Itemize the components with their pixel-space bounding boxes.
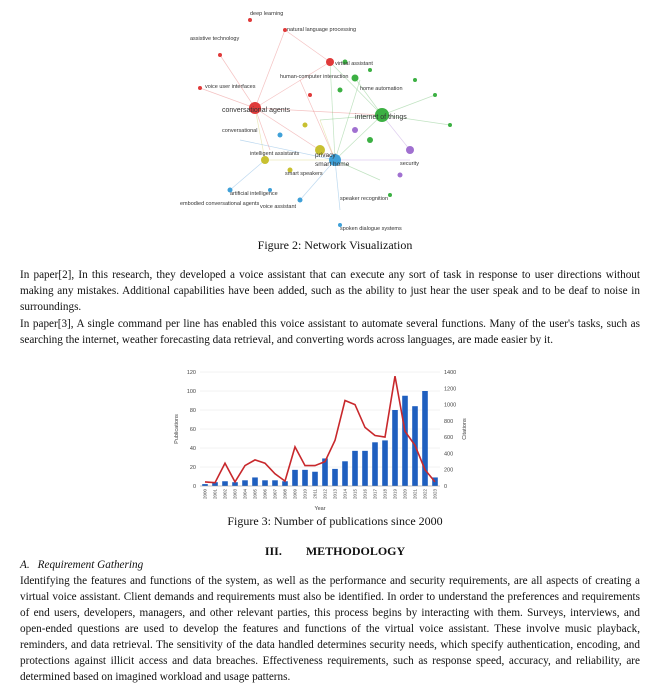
x-tick-label: 2022 [422, 489, 428, 500]
node-label: smart home [315, 161, 350, 168]
network-visualization [160, 0, 500, 232]
node-label: voice user interfaces [205, 84, 256, 90]
citations-line [205, 376, 435, 483]
bar [242, 480, 248, 486]
x-tick-label: 2004 [242, 489, 248, 500]
node-label: conversational [222, 128, 258, 134]
node-label: spoken dialogue systems [340, 226, 402, 232]
node-label: intelligent assistants [250, 151, 300, 157]
bar [272, 480, 278, 486]
x-tick-label: 2015 [352, 489, 358, 500]
y-tick-label: 60 [189, 427, 196, 433]
x-tick-label: 2009 [292, 489, 298, 500]
node-label: home automation [360, 86, 403, 92]
x-tick-label: 2017 [372, 489, 378, 500]
x-tick-label: 2011 [312, 489, 318, 499]
x-tick-label: 2019 [392, 489, 398, 500]
node-label: natural language processing [287, 27, 357, 33]
x-axis-title: Year [314, 506, 326, 512]
x-tick-label: 2005 [252, 489, 258, 500]
node-label: security [400, 161, 419, 167]
node-label: artificial intelligence [230, 191, 278, 197]
subsection-number: A. [20, 559, 30, 571]
bar [312, 472, 318, 486]
subsection-heading [20, 559, 143, 571]
x-tick-label: 2012 [322, 489, 328, 500]
x-tick-label: 2007 [272, 489, 278, 500]
y2-tick-label: 800 [444, 418, 454, 425]
node-label: deep learning [250, 11, 284, 17]
y2-tick-label: 200 [444, 467, 454, 474]
section-heading [0, 544, 670, 559]
y2-axis-title: Citations [462, 418, 468, 440]
x-tick-label: 2021 [412, 489, 418, 500]
node-label: smart speakers [285, 171, 323, 177]
y2-tick-label: 1200 [444, 386, 457, 393]
publications-chart [168, 364, 488, 512]
y2-tick-label: 1000 [444, 402, 457, 409]
x-tick-label: 2014 [342, 489, 348, 500]
bar [382, 440, 388, 486]
x-tick-label: 2020 [402, 489, 408, 500]
node-label: internet of things [355, 114, 407, 121]
node-label: human-computer interaction [280, 74, 349, 80]
y-tick-label: 100 [186, 389, 196, 395]
y2-tick-label: 1400 [444, 370, 457, 376]
y-tick-label: 40 [189, 446, 196, 452]
node-label: privacy [315, 152, 336, 159]
bar [202, 484, 208, 486]
node-label: conversational agents [222, 107, 291, 114]
paragraph-paper2: In paper[2], In this research, they developed a voice assistant that can execute any sort of task in response to user directions without making any mistakes. Additional capabilities have been added, such as the ability to just hear the user speak and to be deaf to noise in surroundings. [20, 269, 640, 313]
bar [362, 451, 368, 486]
y2-tick-label: 0 [444, 484, 448, 490]
y2-tick-label: 400 [444, 451, 454, 458]
paragraph-requirement-gathering: Identifying the features and functions of the system, as well as the performance and security requirements, are all aspects of creating a virtual voice assistant. Client demands and requirements must also be identified. In order to understand the preferences and requirements of end users, developers, managers, and other relevant parties, this process begins by interacting with them. Surveys, interviews, and open-ended questions are used to develop the features and functions of the virtual voice assistant. These involve music playback, reminders, and data retrieval. The sensitivity of the data handled determines security needs, which specify authentication, encoding, and protections against illicit access and data breaches. Effectiveness requirements, such as response speed, accuracy, and reliability, are determined based on imagined workload and usage patterns. [20, 575, 640, 683]
y-tick-label: 120 [186, 370, 196, 376]
y-axis-title: Publications [174, 414, 180, 444]
x-tick-label: 2000 [202, 489, 208, 500]
node-label: assistive technology [190, 36, 240, 42]
node-label: embodied conversational agents [180, 201, 260, 207]
y-tick-label: 0 [192, 484, 196, 490]
x-tick-label: 2016 [362, 489, 368, 500]
bar [292, 470, 298, 486]
section-number: III. [264, 544, 282, 558]
bar [392, 410, 398, 486]
node-label: voice assistant [260, 204, 297, 210]
y-tick-label: 20 [189, 465, 196, 471]
bar [332, 469, 338, 486]
x-tick-label: 2001 [212, 489, 218, 500]
bar [302, 470, 308, 486]
x-tick-label: 2006 [262, 489, 268, 500]
bar [372, 442, 378, 486]
bar [342, 461, 348, 486]
y2-tick-label: 600 [444, 435, 454, 442]
section-title: METHODOLOGY [305, 544, 406, 558]
y-tick-label: 80 [189, 408, 196, 414]
x-tick-label: 2008 [282, 489, 288, 500]
paragraph-paper3: In paper[3], A single command per line has enabled this voice assistant to automate several functions. Many of the user's tasks, such as searching the internet, weather forecasting data retrieval, and converting words across languages, are made easier by it. [20, 318, 640, 346]
figure2-caption: Figure 2: Network Visualization [257, 238, 413, 252]
figure3-caption: Figure 3: Number of publications since 2000 [227, 514, 443, 528]
x-tick-label: 2003 [232, 489, 238, 500]
node-label: virtual assistant [335, 61, 373, 67]
node-label: speaker recognition [340, 196, 389, 202]
x-tick-label: 2013 [332, 489, 338, 500]
bar [262, 480, 268, 486]
bar [402, 396, 408, 486]
x-tick-label: 2018 [382, 489, 388, 500]
x-tick-label: 2023 [432, 489, 438, 500]
x-tick-label: 2010 [302, 489, 308, 500]
bar [352, 451, 358, 486]
bar [252, 477, 258, 486]
x-tick-label: 2002 [222, 489, 228, 500]
bar [222, 481, 228, 486]
subsection-title: Requirement Gathering [37, 559, 144, 571]
